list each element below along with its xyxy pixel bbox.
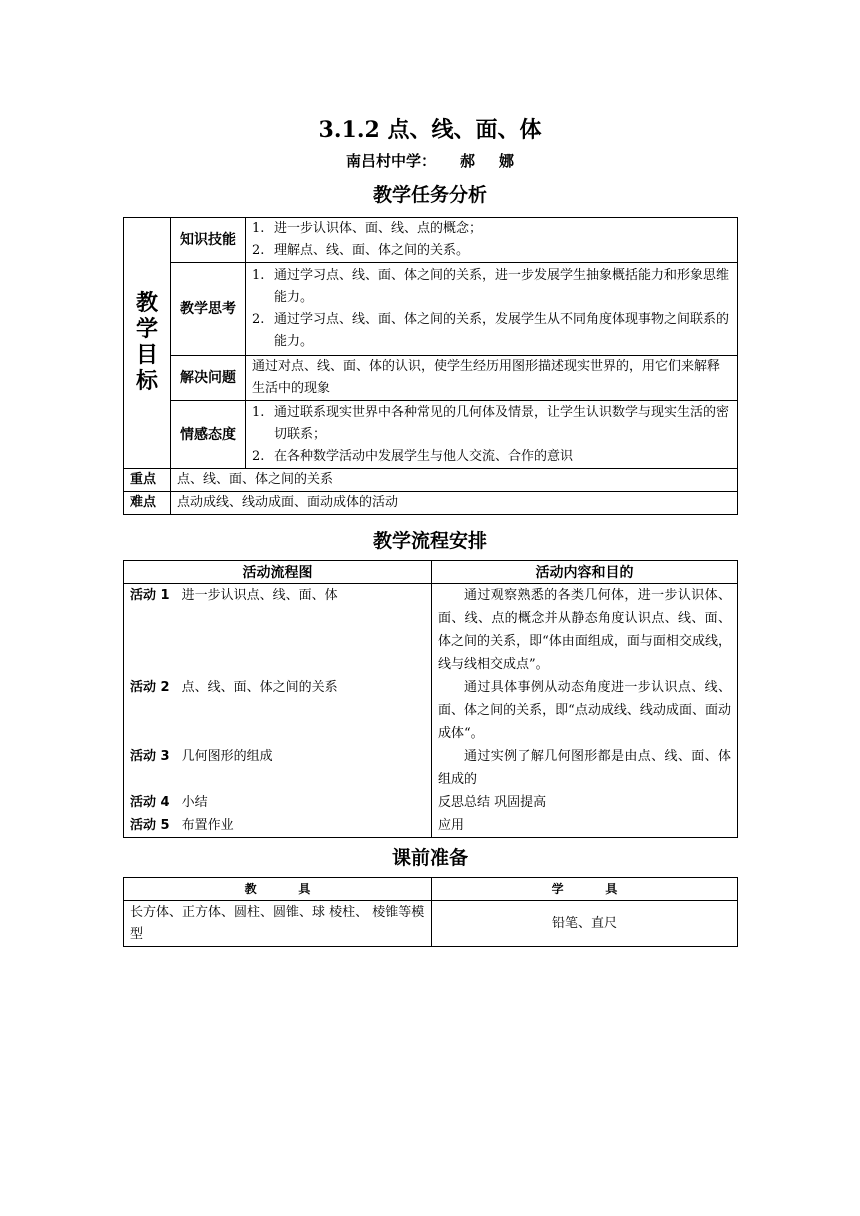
attitude-label: 情感态度 xyxy=(171,401,246,469)
activity-cell: 活动 5 布置作业 xyxy=(124,814,432,838)
list-item: 1. 进一步认识体、面、线、点的概念； xyxy=(252,221,483,236)
activity-cell: 活动 3 几何图形的组成 xyxy=(124,745,432,791)
knowledge-label: 知识技能 xyxy=(171,218,246,263)
problem-label: 解决问题 xyxy=(171,356,246,401)
activity-content: 通过实例了解几何图形都是由点、线、面、体组成的 xyxy=(432,745,738,791)
prep-table xyxy=(123,877,738,947)
section-heading-flow: 教学流程安排 xyxy=(372,530,487,552)
knowledge-content xyxy=(246,218,738,263)
section-heading-prep: 课前准备 xyxy=(391,847,468,869)
key-point-content: 点、线、面、体之间的关系 xyxy=(171,469,738,492)
key-point-label: 重点 xyxy=(124,469,171,492)
activity-cell: 活动 4 小结 xyxy=(124,791,432,814)
flow-table xyxy=(123,560,738,838)
thinking-label: 教学思考 xyxy=(171,263,246,356)
thinking-content xyxy=(246,263,738,356)
problem-content: 通过对点、线、面、体的认识，使学生经历用图形描述现实世界的，用它们来解释生活中的现象 xyxy=(246,356,738,401)
school-name: 南吕村中学： xyxy=(345,152,436,170)
list-item: 1. 通过联系现实世界中各种常见的几何体及情景，让学生认识数学与现实生活的密切联系； xyxy=(252,404,730,442)
side-char: 教 xyxy=(135,291,158,316)
side-char: 目 xyxy=(135,343,158,368)
list-item: 2. 在各种数学活动中发展学生与他人交流、合作的意识 xyxy=(252,448,574,464)
attitude-content xyxy=(246,401,738,469)
activity-cell: 活动 1 进一步认识点、线、面、体 xyxy=(124,584,432,677)
activity-cell: 活动 2 点、线、面、体之间的关系 xyxy=(124,676,432,745)
activity-content: 通过具体事例从动态角度进一步认识点、线、面、体之间的关系，即“点动成线、线动成面、面动成体“。 xyxy=(432,676,738,745)
teacher-tools-header: 教 具 xyxy=(124,878,432,901)
side-char: 标 xyxy=(135,369,158,394)
list-item: 1. 通过学习点、线、面、体之间的关系，进一步发展学生抽象概括能力和形象思维能力。 xyxy=(252,268,730,305)
flow-col-header-1: 活动流程图 xyxy=(124,561,432,584)
page-title: 3.1.2 点、线、面、体 xyxy=(318,117,542,143)
student-tools-content: 铅笔、直尺 xyxy=(432,901,738,947)
activity-content: 通过观察熟悉的各类几何体，进一步认识体、面、线、点的概念并从静态角度认识点、线、面、体之间的关系，即“体由面组成，面与面相交成线，线与线相交成点”。 xyxy=(432,584,738,677)
author-name-1: 郝 xyxy=(459,152,475,170)
list-item: 2. 通过学习点、线、面、体之间的关系，发展学生从不同角度体现事物之间联系的能力。 xyxy=(252,312,730,349)
author-line xyxy=(0,150,860,171)
activity-content: 应用 xyxy=(432,814,738,838)
side-char: 学 xyxy=(135,317,158,342)
flow-col-header-2: 活动内容和目的 xyxy=(432,561,738,584)
author-name-2: 娜 xyxy=(499,152,515,170)
objectives-side-label xyxy=(124,218,171,469)
activity-content: 反思总结 巩固提高 xyxy=(432,791,738,814)
difficult-point-content: 点动成线、线动成面、面动成体的活动 xyxy=(171,492,738,515)
student-tools-header: 学 具 xyxy=(432,878,738,901)
teacher-tools-content: 长方体、正方体、圆柱、圆锥、球 棱柱、 棱锥等模型 xyxy=(124,901,432,947)
objectives-table xyxy=(123,217,738,515)
section-heading-task: 教学任务分析 xyxy=(372,184,487,206)
list-item: 2. 理解点、线、面、体之间的关系。 xyxy=(252,243,470,258)
difficult-point-label: 难点 xyxy=(124,492,171,515)
